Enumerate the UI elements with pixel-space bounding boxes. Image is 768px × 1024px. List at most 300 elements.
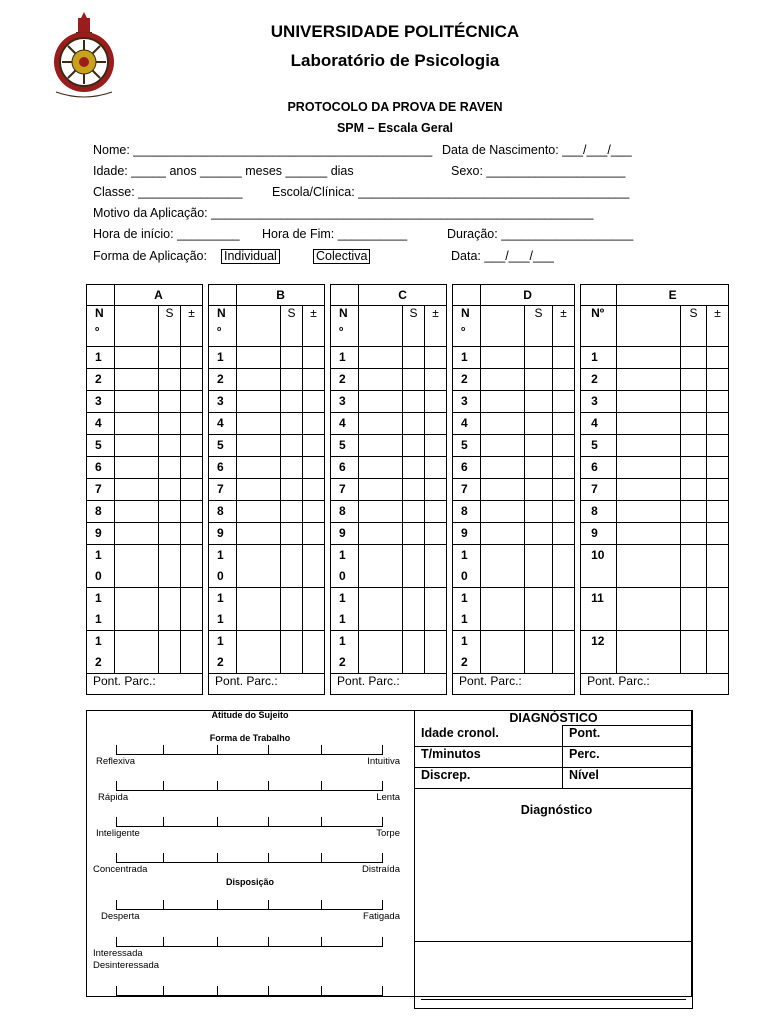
pm-cell[interactable]	[181, 413, 203, 435]
answer-cell[interactable]	[359, 545, 403, 588]
pm-cell[interactable]	[707, 457, 729, 479]
rating-scale[interactable]	[116, 852, 383, 863]
pm-cell[interactable]	[303, 457, 325, 479]
s-cell[interactable]	[281, 391, 303, 413]
percentile-cell[interactable]: Perc.	[563, 747, 693, 768]
s-cell[interactable]	[681, 523, 707, 545]
time-cell[interactable]: T/minutos	[415, 747, 563, 768]
col-pm-label: ±	[310, 306, 317, 320]
answer-cell[interactable]	[115, 588, 159, 631]
pm-cell[interactable]	[181, 369, 203, 391]
answer-cell[interactable]	[115, 413, 159, 435]
s-cell[interactable]	[681, 413, 707, 435]
rating-scale[interactable]	[116, 744, 383, 755]
pm-cell[interactable]	[425, 413, 447, 435]
answer-cell[interactable]	[617, 369, 681, 391]
item-number	[331, 631, 359, 674]
pm-cell[interactable]	[707, 413, 729, 435]
pm-cell[interactable]	[303, 479, 325, 501]
s-cell[interactable]	[403, 523, 425, 545]
pm-cell[interactable]	[181, 501, 203, 523]
pm-cell[interactable]	[553, 479, 575, 501]
answer-cell[interactable]	[237, 588, 281, 631]
item-number	[209, 545, 237, 588]
item-number-label: 6	[339, 460, 346, 474]
pm-cell[interactable]	[181, 457, 203, 479]
pm-cell[interactable]	[181, 479, 203, 501]
s-cell[interactable]	[681, 391, 707, 413]
answer-cell[interactable]	[237, 545, 281, 588]
answer-cell[interactable]	[115, 347, 159, 369]
partial-score-cell[interactable]	[331, 674, 447, 695]
scale-tick	[382, 900, 383, 910]
s-cell[interactable]	[525, 457, 553, 479]
scale-title: SPM – Escala Geral	[336, 121, 454, 135]
s-cell[interactable]	[159, 413, 181, 435]
item-number-label: 5	[461, 438, 468, 452]
pm-cell[interactable]	[303, 501, 325, 523]
s-cell[interactable]	[281, 369, 303, 391]
pm-cell[interactable]	[181, 435, 203, 457]
pm-cell[interactable]	[707, 545, 729, 588]
s-cell[interactable]	[403, 435, 425, 457]
s-cell[interactable]	[159, 435, 181, 457]
work-form-title: Forma de Trabalho	[209, 733, 291, 743]
pm-cell[interactable]	[707, 435, 729, 457]
level-cell[interactable]: Nível	[563, 768, 693, 789]
s-cell[interactable]	[159, 631, 181, 674]
pm-cell[interactable]	[303, 413, 325, 435]
scale-tick	[268, 937, 269, 947]
section-header-e: E	[617, 285, 729, 306]
s-cell[interactable]	[159, 479, 181, 501]
pm-cell[interactable]	[303, 369, 325, 391]
item-number-digit1: 1	[339, 634, 346, 648]
answer-cell[interactable]	[359, 588, 403, 631]
pm-cell[interactable]	[425, 631, 447, 674]
item-number-digit1: 1	[461, 634, 468, 648]
answer-cell[interactable]	[115, 457, 159, 479]
answer-cell[interactable]	[359, 413, 403, 435]
scale-tick	[321, 853, 322, 863]
scale-tick	[217, 937, 218, 947]
disposition-title: Disposição	[225, 877, 274, 887]
pm-cell[interactable]	[425, 479, 447, 501]
s-cell[interactable]	[525, 631, 553, 674]
s-cell[interactable]	[525, 545, 553, 588]
pm-cell[interactable]	[181, 523, 203, 545]
pm-cell[interactable]	[707, 523, 729, 545]
s-cell[interactable]	[281, 479, 303, 501]
s-cell[interactable]	[159, 545, 181, 588]
item-number	[87, 545, 115, 588]
partial-score-label: Pont. Parc.:	[587, 674, 650, 688]
item-number	[581, 545, 617, 588]
item-number	[453, 369, 481, 391]
item-number-label: 1	[461, 350, 468, 364]
answer-cell[interactable]	[481, 369, 525, 391]
pm-cell[interactable]	[303, 523, 325, 545]
answer-cell[interactable]	[359, 479, 403, 501]
answer-header	[481, 306, 525, 347]
item-number-label: 3	[217, 394, 224, 408]
answer-header	[237, 306, 281, 347]
s-cell[interactable]	[681, 347, 707, 369]
col-pm-label: ±	[714, 306, 721, 320]
answer-cell[interactable]	[481, 545, 525, 588]
s-cell[interactable]	[525, 369, 553, 391]
pm-cell[interactable]	[181, 391, 203, 413]
item-number-label: 2	[461, 372, 468, 386]
s-cell[interactable]	[525, 435, 553, 457]
item-number	[209, 347, 237, 369]
item-number	[453, 435, 481, 457]
age-field[interactable]: Idade: _____ anos ______ meses ______ dias	[93, 164, 354, 178]
pm-cell[interactable]	[553, 391, 575, 413]
pm-cell[interactable]	[553, 369, 575, 391]
date-field[interactable]: Data: ___/___/___	[451, 249, 554, 263]
item-number-digit1: 1	[95, 591, 102, 605]
answer-cell[interactable]	[359, 435, 403, 457]
scale-tick	[268, 900, 269, 910]
pm-cell[interactable]	[707, 479, 729, 501]
item-number	[331, 413, 359, 435]
protocol-title: PROTOCOLO DA PROVA DE RAVEN	[287, 100, 503, 114]
scale-tick	[163, 853, 164, 863]
class-field[interactable]: Classe: _______________	[93, 185, 243, 199]
scale-tick	[268, 745, 269, 755]
item-number	[453, 631, 481, 674]
answer-cell[interactable]	[617, 631, 681, 674]
answer-cell[interactable]	[617, 501, 681, 523]
s-cell[interactable]	[525, 391, 553, 413]
item-number-digit2: 0	[217, 569, 224, 583]
item-number	[331, 588, 359, 631]
item-number-label: 7	[217, 482, 224, 496]
school-field[interactable]: Escola/Clínica: _______________________________________	[272, 185, 630, 199]
individual-option[interactable]: Individual	[221, 249, 280, 264]
s-cell[interactable]	[281, 631, 303, 674]
answer-cell[interactable]	[115, 523, 159, 545]
item-number-digit1: 1	[339, 548, 346, 562]
s-cell[interactable]	[281, 413, 303, 435]
item-number-label: 8	[461, 504, 468, 518]
answer-cell[interactable]	[237, 391, 281, 413]
attitude-title: Atitude do Sujeito	[211, 710, 289, 720]
s-cell[interactable]	[159, 523, 181, 545]
pm-cell[interactable]	[553, 347, 575, 369]
item-number	[581, 413, 617, 435]
s-cell[interactable]	[525, 501, 553, 523]
item-number-label: 4	[217, 416, 224, 430]
s-cell[interactable]	[525, 413, 553, 435]
s-cell[interactable]	[403, 501, 425, 523]
s-cell[interactable]	[281, 435, 303, 457]
section-header-d: D	[481, 285, 575, 306]
s-cell[interactable]	[403, 588, 425, 631]
s-cell[interactable]	[403, 545, 425, 588]
answer-cell[interactable]	[481, 391, 525, 413]
s-cell[interactable]	[403, 369, 425, 391]
s-cell[interactable]	[403, 457, 425, 479]
scale-tick	[268, 986, 269, 996]
pm-cell[interactable]	[553, 501, 575, 523]
partial-score-cell[interactable]	[87, 674, 203, 695]
answer-cell[interactable]	[481, 457, 525, 479]
reason-field[interactable]: Motivo da Aplicação: _______________________________________________________	[93, 206, 594, 220]
sex-field[interactable]: Sexo: ____________________	[451, 164, 626, 178]
answer-cell[interactable]	[481, 588, 525, 631]
answer-cell[interactable]	[237, 479, 281, 501]
answer-cell[interactable]	[237, 501, 281, 523]
answer-cell[interactable]	[237, 413, 281, 435]
pm-cell[interactable]	[425, 347, 447, 369]
col-number-label: N	[461, 306, 470, 320]
answer-cell[interactable]	[481, 523, 525, 545]
scale-tick	[116, 817, 117, 827]
pm-cell[interactable]	[553, 413, 575, 435]
col-s-header	[159, 306, 181, 347]
answer-cell[interactable]	[481, 435, 525, 457]
scale-tick	[217, 781, 218, 791]
answer-cell[interactable]	[359, 457, 403, 479]
answer-cell[interactable]	[617, 413, 681, 435]
partial-score-cell[interactable]	[209, 674, 325, 695]
answer-cell[interactable]	[481, 501, 525, 523]
item-number-digit2: 2	[339, 655, 346, 669]
s-cell[interactable]	[525, 479, 553, 501]
item-number-label: 2	[591, 372, 598, 386]
scale-tick	[163, 781, 164, 791]
pm-cell[interactable]	[303, 545, 325, 588]
answer-cell[interactable]	[115, 501, 159, 523]
answer-cell[interactable]	[237, 631, 281, 674]
pm-cell[interactable]	[553, 631, 575, 674]
pm-cell[interactable]	[181, 588, 203, 631]
duration-field[interactable]: Duração: ___________________	[447, 227, 634, 241]
answer-cell[interactable]	[115, 369, 159, 391]
end-time-field[interactable]: Hora de Fim: __________	[262, 227, 408, 241]
answer-cell[interactable]	[115, 545, 159, 588]
item-number-digit2: 0	[339, 569, 346, 583]
collective-option[interactable]: Colectiva	[313, 249, 370, 264]
answer-cell[interactable]	[237, 457, 281, 479]
pm-cell[interactable]	[707, 391, 729, 413]
s-cell[interactable]	[159, 391, 181, 413]
pm-cell[interactable]	[553, 435, 575, 457]
pm-cell[interactable]	[181, 631, 203, 674]
birthdate-field[interactable]: Data de Nascimento: ___/___/___	[442, 143, 632, 157]
s-cell[interactable]	[281, 501, 303, 523]
answer-cell[interactable]	[359, 523, 403, 545]
pm-cell[interactable]	[707, 501, 729, 523]
s-cell[interactable]	[159, 457, 181, 479]
rating-scale[interactable]	[116, 985, 383, 996]
s-cell[interactable]	[681, 369, 707, 391]
pm-cell[interactable]	[303, 631, 325, 674]
scale-tick	[116, 900, 117, 910]
answer-cell[interactable]	[237, 369, 281, 391]
section-blank	[87, 285, 115, 306]
item-number	[581, 479, 617, 501]
pm-cell[interactable]	[303, 588, 325, 631]
s-cell[interactable]	[403, 413, 425, 435]
item-number-label: 7	[95, 482, 102, 496]
rating-scale[interactable]	[116, 780, 383, 791]
signature-line	[421, 999, 686, 1000]
diagnosis-table	[414, 710, 693, 1009]
item-number-digit1: 1	[461, 548, 468, 562]
pm-cell[interactable]	[707, 347, 729, 369]
s-cell[interactable]	[403, 631, 425, 674]
s-cell[interactable]	[281, 523, 303, 545]
item-number-label: 1	[591, 350, 598, 364]
chron-age-cell[interactable]: Idade cronol.	[415, 726, 563, 747]
s-cell[interactable]	[525, 523, 553, 545]
answer-cell[interactable]	[617, 523, 681, 545]
answer-cell[interactable]	[617, 435, 681, 457]
s-cell[interactable]	[281, 588, 303, 631]
pm-cell[interactable]	[707, 588, 729, 631]
answer-cell[interactable]	[115, 479, 159, 501]
pm-cell[interactable]	[553, 457, 575, 479]
rating-scale[interactable]	[116, 899, 383, 910]
col-number-label: N	[217, 306, 226, 320]
item-number	[453, 413, 481, 435]
pm-cell[interactable]	[553, 545, 575, 588]
s-cell[interactable]	[159, 347, 181, 369]
rating-scale[interactable]	[116, 936, 383, 947]
s-cell[interactable]	[281, 347, 303, 369]
item-number	[331, 369, 359, 391]
s-cell[interactable]	[159, 588, 181, 631]
scale-right-label: Distraída	[361, 864, 400, 875]
pm-cell[interactable]	[553, 523, 575, 545]
col-s-header	[681, 306, 707, 347]
s-cell[interactable]	[681, 501, 707, 523]
pm-cell[interactable]	[181, 545, 203, 588]
answer-cell[interactable]	[617, 479, 681, 501]
pm-cell[interactable]	[707, 369, 729, 391]
pm-cell[interactable]	[425, 435, 447, 457]
s-cell[interactable]	[681, 479, 707, 501]
s-cell[interactable]	[403, 479, 425, 501]
pm-cell[interactable]	[425, 391, 447, 413]
scale-left-label: Concentrada	[93, 864, 148, 875]
item-number-digit1: 1	[95, 634, 102, 648]
pm-cell[interactable]	[303, 391, 325, 413]
answer-cell[interactable]	[237, 523, 281, 545]
pm-cell[interactable]	[303, 435, 325, 457]
answer-header	[359, 306, 403, 347]
s-cell[interactable]	[681, 631, 707, 674]
answer-cell[interactable]	[237, 435, 281, 457]
s-cell[interactable]	[681, 435, 707, 457]
s-cell[interactable]	[159, 501, 181, 523]
scale-tick	[116, 937, 117, 947]
answer-cell[interactable]	[115, 435, 159, 457]
pm-cell[interactable]	[181, 347, 203, 369]
scale-tick	[268, 853, 269, 863]
scale-tick	[321, 817, 322, 827]
s-cell[interactable]	[281, 457, 303, 479]
name-field[interactable]: Nome: ___________________________________________	[93, 143, 433, 157]
pm-cell[interactable]	[707, 631, 729, 674]
s-cell[interactable]	[681, 545, 707, 588]
item-number	[453, 588, 481, 631]
answer-cell[interactable]	[359, 631, 403, 674]
section-blank	[581, 285, 617, 306]
answer-cell[interactable]	[115, 631, 159, 674]
item-number-label: 3	[591, 394, 598, 408]
diagnosis-box[interactable]	[415, 789, 693, 942]
score-cell[interactable]: Pont.	[563, 726, 693, 747]
pm-cell[interactable]	[425, 369, 447, 391]
item-number-label: 3	[339, 394, 346, 408]
answer-cell[interactable]	[481, 479, 525, 501]
answer-cell[interactable]	[617, 347, 681, 369]
answer-cell[interactable]	[481, 347, 525, 369]
answer-cell[interactable]	[359, 391, 403, 413]
pm-cell[interactable]	[425, 588, 447, 631]
item-number-label: 8	[95, 504, 102, 518]
pm-cell[interactable]	[425, 523, 447, 545]
item-number	[87, 523, 115, 545]
rating-scale[interactable]	[116, 816, 383, 827]
s-cell[interactable]	[281, 545, 303, 588]
answer-cell[interactable]	[617, 457, 681, 479]
section-header-c: C	[359, 285, 447, 306]
s-cell[interactable]	[403, 347, 425, 369]
pm-cell[interactable]	[425, 457, 447, 479]
answer-cell[interactable]	[617, 588, 681, 631]
signature-box[interactable]	[415, 942, 693, 1009]
answer-cell[interactable]	[359, 347, 403, 369]
answer-cell[interactable]	[617, 545, 681, 588]
item-number	[453, 457, 481, 479]
s-cell[interactable]	[525, 347, 553, 369]
s-cell[interactable]	[403, 391, 425, 413]
item-number	[87, 369, 115, 391]
s-cell[interactable]	[525, 588, 553, 631]
start-time-field[interactable]: Hora de início: _________	[93, 227, 240, 241]
answer-cell[interactable]	[359, 369, 403, 391]
s-cell[interactable]	[681, 588, 707, 631]
scale-tick	[382, 853, 383, 863]
pm-cell[interactable]	[425, 501, 447, 523]
answer-cell[interactable]	[237, 347, 281, 369]
answer-cell[interactable]	[115, 391, 159, 413]
answer-cell[interactable]	[481, 631, 525, 674]
pm-cell[interactable]	[303, 347, 325, 369]
partial-score-cell[interactable]	[453, 674, 575, 695]
s-cell[interactable]	[681, 457, 707, 479]
answer-cell[interactable]	[617, 391, 681, 413]
pm-cell[interactable]	[553, 588, 575, 631]
item-number	[209, 369, 237, 391]
pm-cell[interactable]	[425, 545, 447, 588]
item-number-label: 6	[461, 460, 468, 474]
answer-cell[interactable]	[481, 413, 525, 435]
s-cell[interactable]	[159, 369, 181, 391]
item-number-digit2: 0	[95, 569, 102, 583]
scale-tick	[217, 853, 218, 863]
scale-tick	[268, 781, 269, 791]
answer-cell[interactable]	[359, 501, 403, 523]
item-number-label: 4	[591, 416, 598, 430]
partial-score-cell[interactable]	[581, 674, 729, 695]
discrepancy-cell[interactable]: Discrep.	[415, 768, 563, 789]
